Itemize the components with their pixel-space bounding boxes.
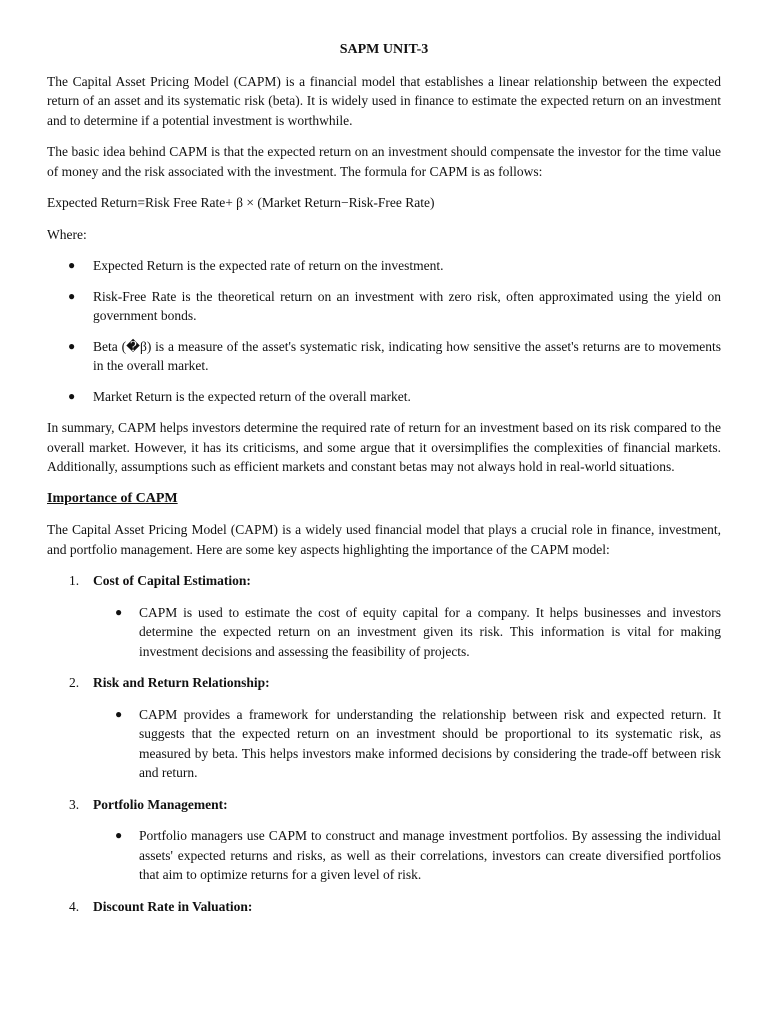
aspect-title: Portfolio Management: <box>93 796 228 812</box>
bullet-icon: ● <box>68 338 76 353</box>
definition-text: Risk-Free Rate is the theoretical return on an investment with zero risk, often approximated using the yield on government bonds. <box>93 288 721 323</box>
importance-aspects-list <box>47 571 721 916</box>
document-title: SAPM UNIT-3 <box>339 42 429 57</box>
aspect-title: Cost of Capital Estimation: <box>93 573 251 588</box>
bullet-icon: ● <box>68 388 76 403</box>
aspect-number: 3. <box>69 796 80 812</box>
aspect-detail-list <box>47 826 721 885</box>
aspect-heading <box>47 571 721 591</box>
list-item <box>47 826 721 885</box>
aspect-heading <box>47 897 721 917</box>
importance-intro: The Capital Asset Pricing Model (CAPM) is a widely used financial model that plays a crucial role in finance, investment, and portfolio management. Here are some key aspects highlighting the importance of the CAPM model: <box>47 522 721 557</box>
aspect-detail: CAPM is used to estimate the cost of equity capital for a company. It helps businesses and investors determine the expected return on an investment given its risk. This information is vital for making investment decisions and assessing the feasibility of projects. <box>139 604 721 659</box>
aspect-heading <box>47 795 721 815</box>
list-item <box>47 287 721 326</box>
bullet-icon: ● <box>115 604 123 619</box>
document-page <box>47 40 721 928</box>
where-label: Where: <box>47 226 87 242</box>
aspect-item <box>47 897 721 917</box>
definition-text: Beta (�β) is a measure of the asset's systematic risk, indicating how sensitive the asset's returns are to movements in the overall market. <box>93 338 721 373</box>
definition-text: Expected Return is the expected rate of return on the investment. <box>93 258 444 273</box>
aspect-number: 1. <box>69 573 80 588</box>
list-item <box>47 387 721 407</box>
aspect-detail: CAPM provides a framework for understanding the relationship between risk and expected return. It suggests that the expected return on an investment should be proportional to its systematic risk, as measured by beta. This helps investors make informed decisions by considering the trade-off between risk and return. <box>139 706 721 780</box>
aspect-item <box>47 673 721 783</box>
aspect-detail-list <box>47 603 721 662</box>
aspect-heading <box>47 673 721 693</box>
aspect-detail: Portfolio managers use CAPM to construct and manage investment portfolios. By assessing the individual assets' expected returns and risks, as well as their correlations, investors can create diversified portfolios that aim to optimize returns for a given level of risk. <box>139 828 721 882</box>
aspect-title: Discount Rate in Valuation: <box>93 898 253 914</box>
aspect-title: Risk and Return Relationship: <box>93 675 270 690</box>
importance-heading: Importance of CAPM <box>47 490 178 506</box>
definition-text: Market Return is the expected return of the overall market. <box>93 388 411 404</box>
aspect-item <box>47 571 721 661</box>
bullet-icon: ● <box>68 258 76 272</box>
intro-paragraph-1: The Capital Asset Pricing Model (CAPM) is a financial model that establishes a linear relationship between the expected return of an asset and its systematic risk (beta). It is widely used in finance to estimate the expected return on an investment and to determine if a potential investment is worthwhile. <box>47 73 721 128</box>
list-item <box>47 603 721 662</box>
intro-paragraph-2: The basic idea behind CAPM is that the expected return on an investment should compensate the investor for the time value of money and the risk associated with the investment. The formula for CAPM is as follows: <box>47 144 721 179</box>
aspect-detail-list <box>47 705 721 783</box>
aspect-number: 4. <box>69 898 80 914</box>
bullet-icon: ● <box>115 828 123 842</box>
bullet-icon: ● <box>115 706 123 721</box>
list-item <box>47 705 721 783</box>
list-item <box>47 337 721 376</box>
summary-paragraph: In summary, CAPM helps investors determine the required rate of return for an investment based on its risk compared to the overall market. However, it has its criticisms, and some argue that it oversimplifies the complexities of financial markets. Additionally, assumptions such as efficient markets and constant betas may not always hold in real-world situations. <box>47 420 721 474</box>
aspect-item <box>47 795 721 885</box>
bullet-icon: ● <box>68 288 76 303</box>
definitions-list <box>47 256 721 406</box>
aspect-number: 2. <box>69 675 80 690</box>
list-item <box>47 256 721 276</box>
capm-formula: Expected Return=Risk Free Rate+ β × (Market Return−Risk-Free Rate) <box>47 195 435 210</box>
